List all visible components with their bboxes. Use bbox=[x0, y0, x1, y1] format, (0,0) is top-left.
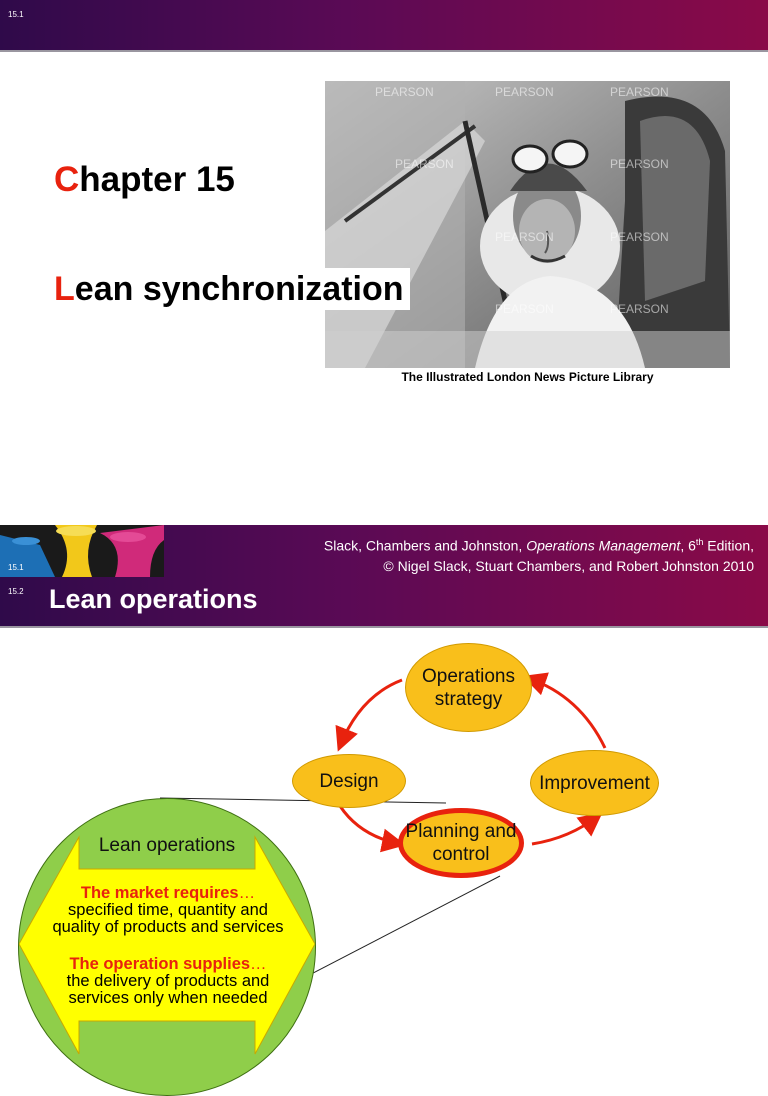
paint-splash-logo bbox=[0, 525, 164, 577]
subtitle-heading bbox=[48, 268, 410, 310]
operation-text: the delivery of products and services only when needed bbox=[66, 972, 270, 1007]
operation-supplies-block: The operation supplies… the delivery of products and services only when needed bbox=[43, 956, 293, 1007]
svg-text:PEARSON: PEARSON bbox=[495, 85, 554, 99]
chapter-heading bbox=[54, 160, 235, 200]
arrow-design-to-planning bbox=[340, 806, 400, 844]
photo-illustration bbox=[325, 81, 730, 368]
slide2-title: Lean operations bbox=[49, 584, 258, 614]
node-planning-and-control: Planning and control bbox=[398, 808, 524, 878]
historic-racing-driver-photo bbox=[325, 81, 730, 368]
subtitle-initial: L bbox=[54, 270, 75, 308]
svg-text:PEARSON: PEARSON bbox=[495, 230, 554, 244]
slide1-footer-bar bbox=[0, 525, 768, 577]
node-design: Design bbox=[292, 754, 406, 808]
svg-text:PEARSON: PEARSON bbox=[610, 230, 669, 244]
subtitle-rest: ean synchronization bbox=[74, 270, 404, 308]
arrow-planning-to-improvement bbox=[532, 816, 598, 844]
credit-line-1: Slack, Chambers and Johnston, Operations Management, 6th Edition, bbox=[323, 537, 754, 554]
svg-text:PEARSON: PEARSON bbox=[495, 302, 554, 316]
chapter-rest: hapter 15 bbox=[79, 160, 235, 199]
market-text: specified time, quantity and quality of products and services bbox=[52, 901, 284, 936]
arrow-improvement-to-strategy bbox=[528, 678, 605, 748]
slide2-header-bar bbox=[0, 577, 768, 628]
svg-text:PEARSON: PEARSON bbox=[610, 157, 669, 171]
lean-operations-circle bbox=[18, 798, 316, 1096]
circle-title: Lean operations bbox=[98, 835, 236, 856]
credit-line-2: © Nigel Slack, Stuart Chambers, and Robert Johnston 2010 bbox=[383, 557, 754, 574]
svg-text:PEARSON: PEARSON bbox=[395, 157, 454, 171]
photo-caption: The Illustrated London News Picture Library bbox=[401, 370, 654, 384]
slide2-number: 15.2 bbox=[8, 587, 24, 596]
chapter-initial: C bbox=[54, 160, 80, 199]
slide1-footer-number: 15.1 bbox=[8, 563, 24, 572]
operation-label: The operation supplies bbox=[69, 955, 251, 973]
svg-text:PEARSON: PEARSON bbox=[610, 85, 669, 99]
slide1-header-bar bbox=[0, 0, 768, 52]
svg-text:PEARSON: PEARSON bbox=[375, 85, 434, 99]
arrow-strategy-to-design bbox=[340, 680, 402, 746]
node-operations-strategy: Operations strategy bbox=[405, 643, 532, 732]
market-requires-block: The market requires… specified time, quantity and quality of products and services bbox=[43, 885, 293, 936]
copyright-credit bbox=[324, 532, 754, 576]
market-label: The market requires bbox=[80, 884, 239, 902]
node-improvement: Improvement bbox=[530, 750, 659, 816]
slide1-number: 15.1 bbox=[8, 10, 24, 19]
svg-text:PEARSON: PEARSON bbox=[610, 302, 669, 316]
